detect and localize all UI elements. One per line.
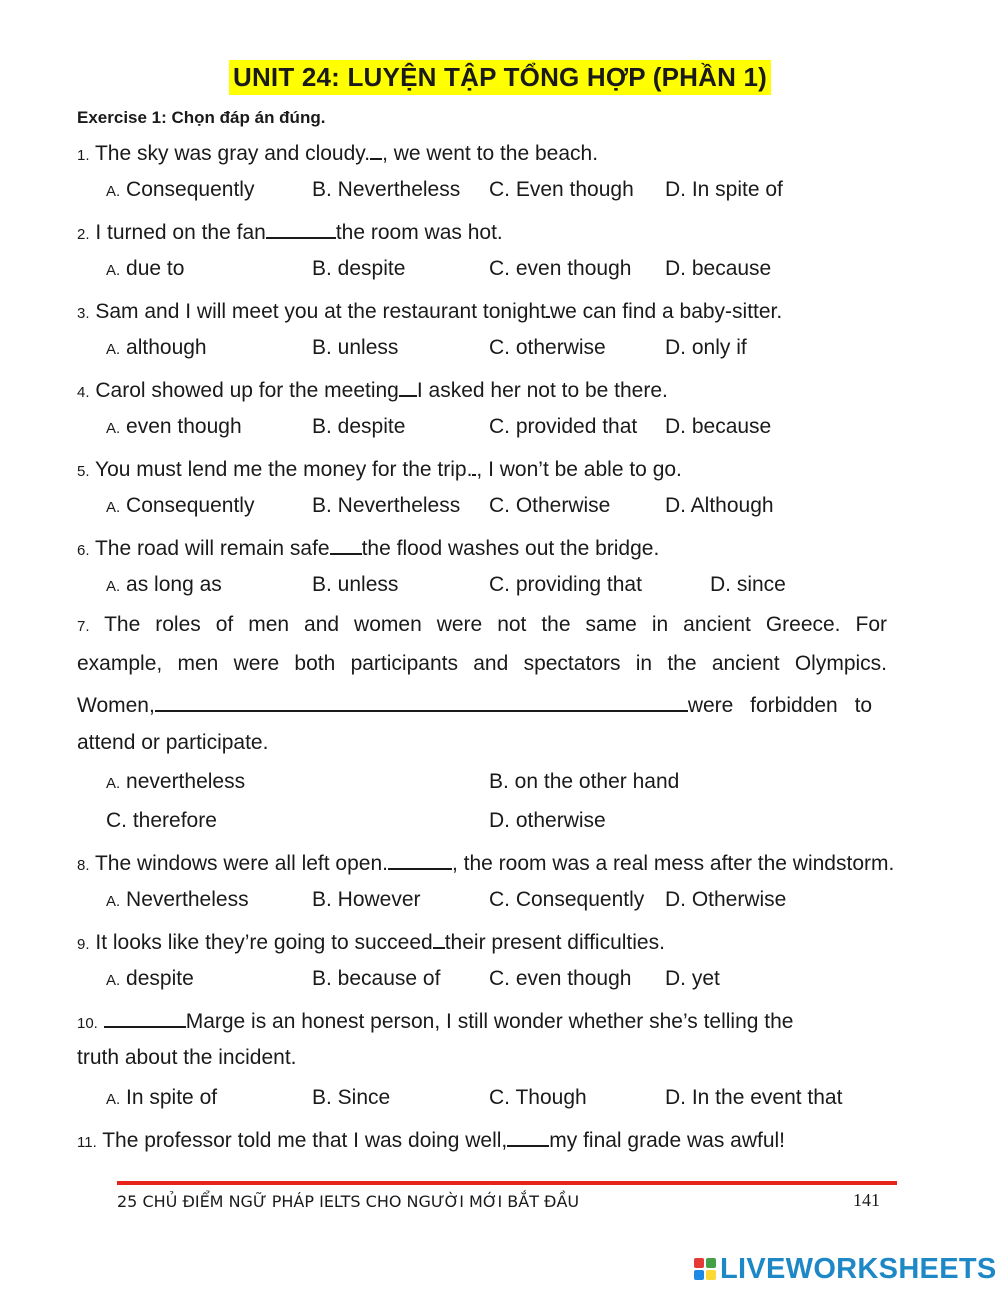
footer-book-title: 25 CHỦ ĐIỂM NGỮ PHÁP IELTS CHO NGƯỜI MỚI BẮT ĐẦU [117, 1192, 580, 1211]
answer-blank[interactable] [104, 1004, 186, 1028]
option-c[interactable]: C. therefore [106, 809, 217, 832]
question-number: 5. [77, 463, 90, 480]
title-container [0, 60, 1000, 95]
option-d[interactable]: D. Otherwise [665, 888, 787, 911]
question-text: attend or participate. [77, 731, 269, 754]
question-9 [77, 925, 665, 955]
liveworksheets-icon [694, 1258, 716, 1280]
option-b[interactable]: B. Nevertheless [312, 178, 461, 201]
question-number: 10. [77, 1015, 98, 1032]
liveworksheets-logo[interactable] [694, 1254, 997, 1284]
question-text: Women, [77, 694, 155, 717]
option-a[interactable]: A. despite [106, 967, 194, 990]
question-text: the room was hot. [335, 221, 503, 244]
option-a[interactable]: A. as long as [106, 573, 222, 596]
page-number: 141 [853, 1190, 880, 1210]
option-b[interactable]: B. Since [312, 1086, 391, 1109]
option-c[interactable]: C. providing that [489, 573, 642, 596]
question-text: , we went to the beach. [382, 142, 599, 165]
option-d[interactable]: D. Although [665, 494, 774, 517]
question-text: The roles of men and women were not the same in ancient Greece. For [104, 613, 887, 636]
option-a[interactable]: A. even though [106, 415, 242, 438]
option-d[interactable]: D. only if [665, 336, 747, 359]
question-text: Carol showed up for the meeting [95, 379, 399, 402]
question-7 [77, 610, 887, 640]
question-text: the flood washes out the bridge. [361, 537, 660, 560]
question-10 [77, 1004, 793, 1034]
option-c[interactable]: C. even though [489, 257, 632, 280]
option-b[interactable]: B. despite [312, 415, 406, 438]
option-a[interactable]: A. although [106, 336, 207, 359]
question-text: The windows were all left open. [94, 852, 388, 875]
logo-square [706, 1270, 716, 1280]
logo-square [694, 1258, 704, 1268]
question-text: were forbidden to [687, 694, 873, 717]
question-3 [77, 294, 782, 324]
question-number: 6. [77, 542, 90, 559]
option-b[interactable]: B. despite [312, 257, 406, 280]
answer-blank[interactable] [330, 531, 362, 555]
option-c[interactable]: C. Even though [489, 178, 634, 201]
question-number: 11. [77, 1134, 97, 1151]
question-4 [77, 373, 668, 403]
option-a[interactable]: A. Consequently [106, 494, 255, 517]
question-number: 3. [77, 305, 90, 322]
option-b[interactable]: B. Nevertheless [312, 494, 461, 517]
question-1 [77, 136, 598, 166]
liveworksheets-wordmark: LIVEWORKSHEETS [720, 1252, 997, 1285]
option-a[interactable]: A. nevertheless [106, 770, 246, 793]
question-text: I asked her not to be there. [416, 379, 668, 402]
question-number: 2. [77, 226, 90, 243]
logo-square [706, 1258, 716, 1268]
answer-blank[interactable] [370, 136, 382, 160]
option-d[interactable]: D. because [665, 257, 772, 280]
question-number: 4. [77, 384, 90, 401]
option-d[interactable]: D. since [710, 573, 786, 596]
question-text: , the room was a real mess after the windstorm. [451, 852, 895, 875]
question-text: my final grade was awful! [549, 1129, 786, 1152]
question-text: their present difficulties. [444, 931, 665, 954]
question-text: The professor told me that I was doing well, [102, 1129, 508, 1152]
question-text: truth about the incident. [77, 1046, 297, 1069]
answer-blank[interactable] [266, 215, 336, 239]
page-title: UNIT 24: LUYỆN TẬP TỔNG HỢP (PHẦN 1) [229, 60, 771, 95]
question-text: Marge is an honest person, I still wonder whether she’s telling the [185, 1010, 794, 1033]
option-c[interactable]: C. provided that [489, 415, 638, 438]
option-d[interactable]: D. otherwise [489, 809, 606, 832]
question-text: The road will remain safe [94, 537, 330, 560]
question-text: Sam and I will meet you at the restaurant tonight [95, 300, 546, 323]
question-7-line3 [77, 688, 887, 718]
question-number: 7. [77, 618, 90, 635]
option-c[interactable]: C. Though [489, 1086, 587, 1109]
option-d[interactable]: D. because [665, 415, 772, 438]
option-b[interactable]: B. unless [312, 573, 399, 596]
exercise-label: Exercise 1: Chọn đáp án đúng. [77, 108, 326, 127]
option-c[interactable]: C. otherwise [489, 336, 606, 359]
question-text: The sky was gray and cloudy. [94, 142, 371, 165]
option-a[interactable]: A. due to [106, 257, 185, 280]
question-text: You must lend me the money for the trip. [94, 458, 473, 481]
question-2 [77, 215, 503, 245]
option-c[interactable]: C. Otherwise [489, 494, 611, 517]
answer-blank[interactable] [507, 1123, 549, 1147]
question-text: I turned on the fan [95, 221, 266, 244]
option-a[interactable]: A. Consequently [106, 178, 255, 201]
answer-blank[interactable] [388, 846, 452, 870]
question-5 [77, 452, 682, 482]
option-c[interactable]: C. Consequently [489, 888, 645, 911]
option-d[interactable]: D. In spite of [665, 178, 783, 201]
option-a[interactable]: A. Nevertheless [106, 888, 249, 911]
option-d[interactable]: D. In the event that [665, 1086, 843, 1109]
question-8 [77, 846, 894, 876]
question-text: , I won’t be able to go. [476, 458, 682, 481]
logo-square [694, 1270, 704, 1280]
option-d[interactable]: D. yet [665, 967, 720, 990]
question-11 [77, 1123, 785, 1153]
option-b[interactable]: B. unless [312, 336, 399, 359]
question-text: we can find a baby-sitter. [549, 300, 783, 323]
option-b[interactable]: B. on the other hand [489, 770, 680, 793]
question-text: example, men were both participants and spectators in the ancient Olympics. [77, 652, 887, 675]
question-text: It looks like they’re going to succeed [95, 931, 433, 954]
option-b[interactable]: B. because of [312, 967, 441, 990]
option-b[interactable]: B. However [312, 888, 421, 911]
answer-blank[interactable] [399, 373, 417, 397]
answer-blank[interactable] [155, 688, 688, 712]
question-number: 1. [77, 147, 90, 164]
option-a[interactable]: A. In spite of [106, 1086, 218, 1109]
question-number: 8. [77, 857, 90, 874]
footer-divider [117, 1181, 897, 1185]
option-c[interactable]: C. even though [489, 967, 632, 990]
question-number: 9. [77, 936, 90, 953]
answer-blank[interactable] [433, 925, 445, 949]
question-6 [77, 531, 659, 561]
